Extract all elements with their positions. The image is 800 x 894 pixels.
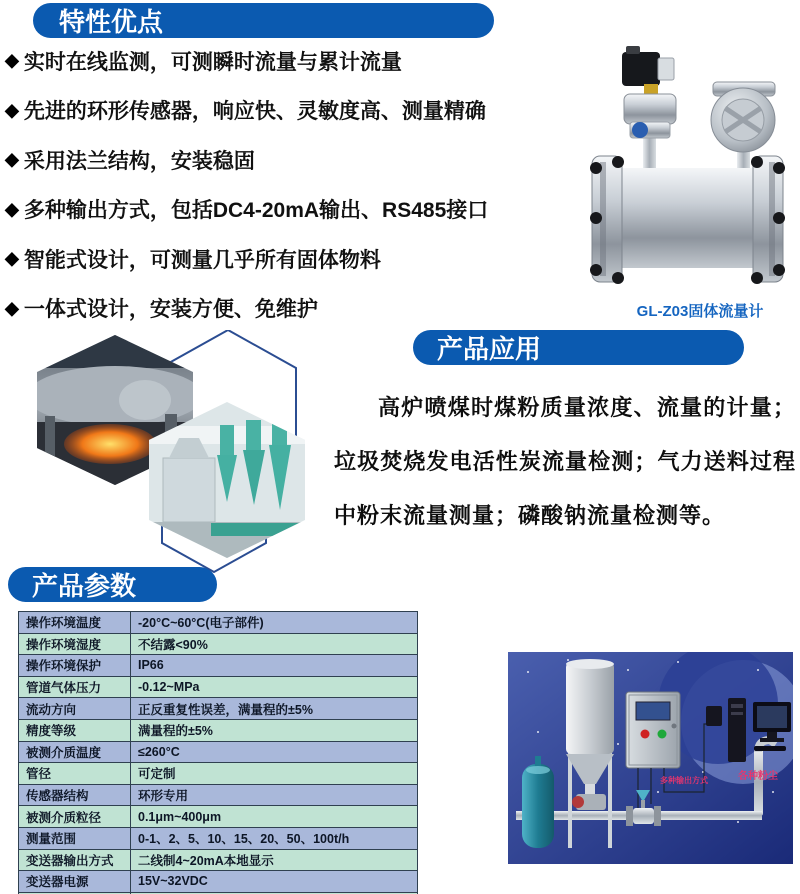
param-label: 变送器电源 (19, 871, 131, 893)
table-row (19, 676, 418, 698)
param-value: 环形专用 (131, 784, 418, 806)
param-label: 操作环境温度 (19, 612, 131, 634)
flow-meter-illustration (580, 38, 795, 298)
feature-text: 采用法兰结构，安装稳固 (23, 149, 255, 173)
param-label: 传感器结构 (19, 784, 131, 806)
param-label: 被测介质粒径 (19, 806, 131, 828)
param-value: -0.12~MPa (131, 676, 418, 698)
param-value: 0-1、2、5、10、15、20、50、100t/h (131, 827, 418, 849)
feature-item (5, 36, 565, 86)
param-label: 管道气体压力 (19, 676, 131, 698)
feature-text: 智能式设计，可测量几乎所有固体物料 (23, 248, 381, 272)
feature-text: 实时在线监测，可测瞬时流量与累计流量 (23, 50, 402, 74)
diagram-label-dust: 各种粉尘 (738, 771, 778, 782)
parameters-header-banner (8, 567, 217, 602)
diagram-label-output: 多种输出方式 (660, 776, 708, 785)
feature-item (5, 284, 565, 334)
system-diagram (508, 652, 793, 864)
param-value: 不结露<90% (131, 633, 418, 655)
applications-header-banner (413, 330, 744, 365)
applications-header-label: 产品应用 (437, 334, 542, 364)
diamond-bullet-icon: ◆ (5, 99, 19, 120)
param-value: 正反重复性误差，满量程的±5% (131, 698, 418, 720)
table-row (19, 719, 418, 741)
param-label: 管径 (19, 763, 131, 785)
feature-text: 多种输出方式，包括DC4-20mA输出、RS485接口 (23, 199, 489, 223)
feature-item (5, 86, 565, 136)
meter-body (592, 156, 783, 282)
table-row (19, 633, 418, 655)
features-header-label: 特性优点 (59, 7, 164, 37)
param-label: 测量范围 (19, 827, 131, 849)
feature-text: 一体式设计，安装方便、免维护 (23, 298, 318, 322)
system-diagram-illustration (508, 652, 793, 864)
feature-item (5, 234, 565, 284)
application-photos (15, 330, 350, 578)
param-value: 可定制 (131, 763, 418, 785)
diamond-bullet-icon: ◆ (5, 248, 19, 269)
air-tank (522, 756, 554, 848)
table-row (19, 741, 418, 763)
param-value: 二线制4~20mA本地显示 (131, 849, 418, 871)
parameters-table (18, 611, 418, 894)
table-row (19, 849, 418, 871)
diamond-bullet-icon: ◆ (5, 198, 19, 219)
product-caption: GL-Z03固体流量计 (636, 303, 764, 320)
table-row (19, 806, 418, 828)
table-row (19, 871, 418, 893)
flow-meter-photo (580, 38, 795, 298)
applications-paragraph: 高炉喷煤时煤粉质量浓度、流量的计量；垃圾焚烧发电活性炭流量检测；气力送料过程中粉末流量测量；磷酸钠流量检测等。 (334, 395, 796, 528)
param-label: 精度等级 (19, 719, 131, 741)
features-header-banner (33, 3, 494, 38)
param-value: 满量程的±5% (131, 719, 418, 741)
parameters-table-wrap (18, 611, 420, 894)
diamond-bullet-icon: ◆ (5, 297, 19, 318)
table-row (19, 827, 418, 849)
hexagon-collage (15, 330, 350, 578)
table-row (19, 784, 418, 806)
feature-item (5, 135, 565, 185)
table-row (19, 698, 418, 720)
param-label: 被测介质温度 (19, 741, 131, 763)
param-value: ≤260°C (131, 741, 418, 763)
table-row (19, 763, 418, 785)
table-row (19, 612, 418, 634)
param-label: 操作环境保护 (19, 655, 131, 677)
param-label: 流动方向 (19, 698, 131, 720)
param-value: -20°C~60°C(电子部件) (131, 612, 418, 634)
param-value: 0.1μm~400μm (131, 806, 418, 828)
param-label: 变送器输出方式 (19, 849, 131, 871)
parameters-header-label: 产品参数 (32, 571, 137, 601)
diamond-bullet-icon: ◆ (5, 149, 19, 170)
param-value: 15V~32VDC (131, 871, 418, 893)
feature-item (5, 185, 565, 235)
feature-text: 先进的环形传感器，响应快、灵敏度高、测量精确 (23, 100, 486, 124)
param-value: IP66 (131, 655, 418, 677)
table-row (19, 655, 418, 677)
param-label: 操作环境湿度 (19, 633, 131, 655)
features-list (5, 36, 565, 333)
diamond-bullet-icon: ◆ (5, 50, 19, 71)
solenoid-valve (622, 46, 676, 170)
